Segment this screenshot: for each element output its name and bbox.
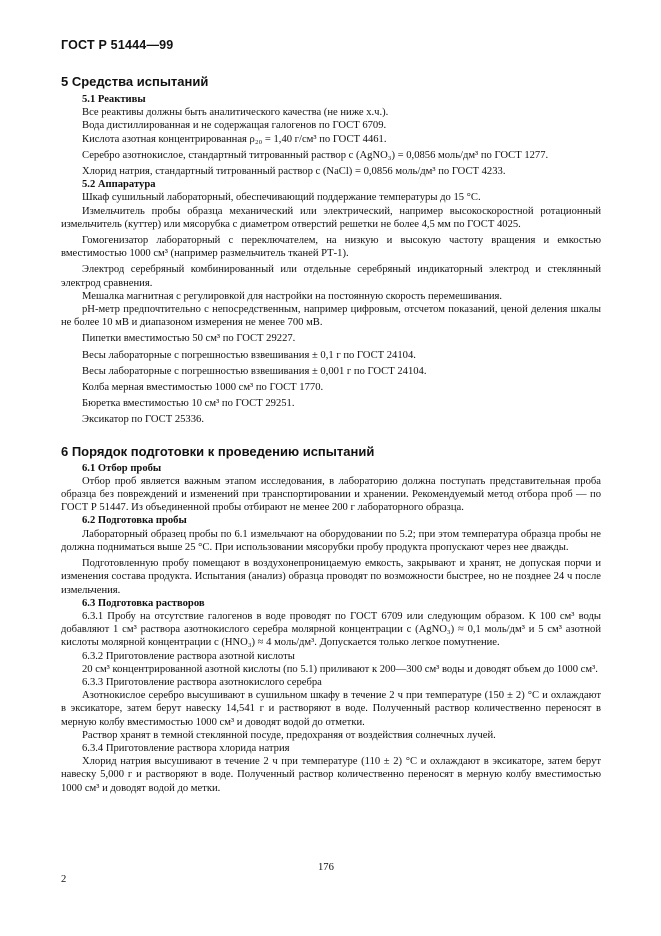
paragraph: Электрод серебряный комбинированный или отдельные серебряный индикаторный электрод и стеклянный электрод сравнения. xyxy=(61,264,601,289)
subsection-6-2-title: 6.2 Подготовка пробы xyxy=(82,515,187,527)
document-page xyxy=(61,38,601,795)
sheet-number: 176 xyxy=(318,862,334,873)
paragraph: Измельчитель пробы образца механический или электрический, например высокоскоростной ротационный измельчитель (куттер) или мясорубка с диаметром отверстий решетки не более 4,5 мм по ГОСТ 4025. xyxy=(61,205,601,230)
paragraph: Шкаф сушильный лабораторный, обеспечивающий поддержание температуры до 15 °С. xyxy=(82,192,481,204)
paragraph: 6.3.2 Приготовление раствора азотной кислоты xyxy=(82,650,295,662)
paragraph: Бюретка вместимостью 10 см³ по ГОСТ 29251. xyxy=(82,398,295,410)
subsection-5-2-title: 5.2 Аппаратура xyxy=(82,179,156,191)
paragraph: 6.3.1 Пробу на отсутствие галогенов в воде проводят по ГОСТ 6709 или следующим образом. К 100 см³ воды добавляют 1 см³ раствора азотнокислого серебра молярной концентрации с (AgNO₃) ≈ 0,1 моль/дм³ и 5 см³ азотной кислоты молярной концентрации с (HNO₃) ≈ 4 моль/дм³. Допускается только легкое помутнение. xyxy=(61,610,601,649)
page-number: 2 xyxy=(61,874,67,885)
paragraph: Вода дистиллированная и не содержащая галогенов по ГОСТ 6709. xyxy=(82,120,387,132)
paragraph: Хлорид натрия, стандартный титрованный раствор с (NaCl) = 0,0856 моль/дм³ по ГОСТ 4233. xyxy=(82,166,506,178)
paragraph: Все реактивы должны быть аналитического качества (не ниже х.ч.). xyxy=(82,107,389,119)
paragraph: Весы лабораторные с погрешностью взвешивания ± 0,1 г по ГОСТ 24104. xyxy=(82,349,416,361)
paragraph: Пипетки вместимостью 50 см³ по ГОСТ 29227. xyxy=(82,333,296,345)
paragraph: Мешалка магнитная с регулировкой для настройки на постоянную скорость перемешивания. xyxy=(82,290,503,302)
subsection-6-1-title: 6.1 Отбор пробы xyxy=(82,462,162,474)
paragraph: Отбор проб является важным этапом исследования, в лабораторию должна поступать представительная проба образца без повреждений и изменений при транспортировании и хранении. Рекомендуемый метод отбора проб — по ГОСТ Р 51447. Из объединенной пробы отбирают не менее 200 г лабораторного образца. xyxy=(61,475,601,514)
paragraph: 20 см³ концентрированной азотной кислоты (по 5.1) приливают к 200—300 см³ воды и доводят объем до 1000 см³. xyxy=(82,663,598,675)
paragraph: 6.3.3 Приготовление раствора азотнокислого серебра xyxy=(82,676,322,688)
paragraph: Лабораторный образец пробы по 6.1 измельчают на оборудовании по 5.2; при этом температура образца пробы не должна подниматься выше 25 °С. При использовании мясорубки пробу продукта пропускают через нее дважды. xyxy=(61,528,601,553)
subsection-5-1-title: 5.1 Реактивы xyxy=(82,94,146,105)
section-5-title: 5 Средства испытаний xyxy=(61,74,209,89)
subsection-6-3-title: 6.3 Подготовка растворов xyxy=(82,597,205,609)
section-6-title: 6 Порядок подготовки к проведению испытаний xyxy=(61,443,375,459)
paragraph: Весы лабораторные с погрешностью взвешивания ± 0,001 г по ГОСТ 24104. xyxy=(82,365,427,377)
paragraph: Раствор хранят в темной стеклянной посуде, предохраняя от воздействия солнечных лучей. xyxy=(82,729,496,741)
document-header: ГОСТ Р 51444—99 xyxy=(61,38,174,52)
paragraph: Кислота азотная концентрированная ρ₂₀ = 1,40 г/см³ по ГОСТ 4461. xyxy=(82,133,387,145)
paragraph: Серебро азотнокислое, стандартный титрованный раствор с (AgNO₃) = 0,0856 моль/дм³ по ГОСТ 1277. xyxy=(82,149,549,161)
paragraph: Подготовленную пробу помещают в воздухонепроницаемую емкость, закрывают и хранят, не допуская порчи и изменения состава продукта. Испытания (анализ) образца проводят по возможности быстрее, но не позднее 24 ч после измельчения. xyxy=(61,558,601,596)
paragraph: 6.3.4 Приготовление раствора хлорида натрия xyxy=(82,742,290,754)
paragraph: Азотнокислое серебро высушивают в сушильном шкафу в течение 2 ч при температуре (150 ± 2) °С и охлаждают в эксикаторе, затем берут навеску 14,541 г и растворяют в воде. Полученный раствор количественно переносят в мерную колбу вместимостью 1000 см³ и доводят водой до отметки. xyxy=(61,690,601,728)
paragraph: Эксикатор по ГОСТ 25336. xyxy=(82,414,204,426)
paragraph: Колба мерная вместимостью 1000 см³ по ГОСТ 1770. xyxy=(82,382,324,394)
paragraph: pH-метр предпочтительно с непосредственным, например цифровым, отсчетом показаний, ценой деления шкалы не более 10 мВ и диапазоном измерения не менее 700 мВ. xyxy=(61,304,601,329)
paragraph: Хлорид натрия высушивают в течение 2 ч при температуре (110 ± 2) °С и охлаждают в эксикаторе, затем берут навеску 5,000 г и растворяют в воде. Полученный раствор количественно переносят в мерную колбу вместимостью 1000 см³ и доводят водой до метки. xyxy=(61,756,601,794)
paragraph: Гомогенизатор лабораторный с переключателем, на низкую и высокую частоту вращения и емкостью вместимостью 1000 см³ (например размельчитель тканей РТ-1). xyxy=(61,235,601,260)
